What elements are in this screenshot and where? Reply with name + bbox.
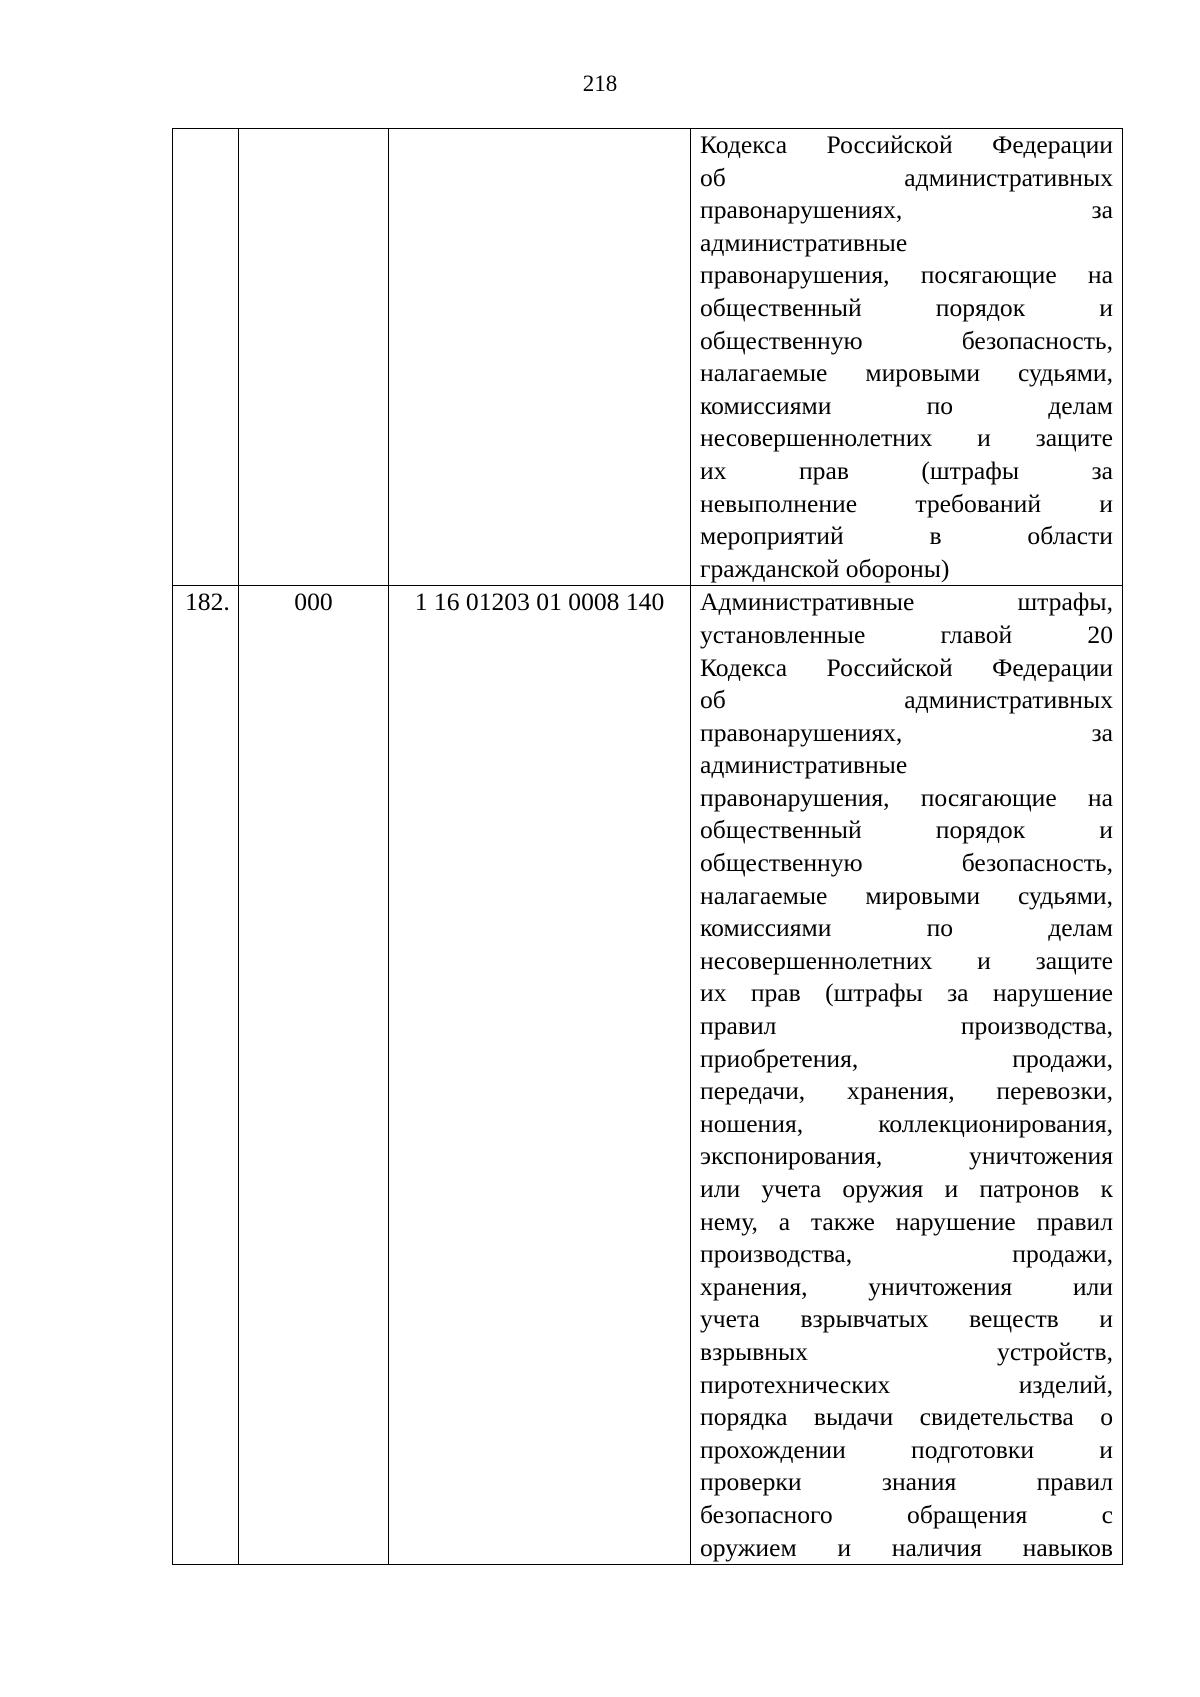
description-line: приобретения, продажи, bbox=[700, 1043, 1113, 1073]
page-number: 218 bbox=[582, 71, 618, 96]
description-line: Кодекса Российской Федерации bbox=[700, 130, 1113, 159]
description-cell bbox=[691, 129, 1123, 586]
description-line: учета взрывчатых веществ и bbox=[700, 1304, 1113, 1334]
description-line: экспонирования, уничтожения bbox=[700, 1141, 1113, 1171]
description-line: общественный порядок и bbox=[700, 292, 1113, 322]
row-number-cell: 182. bbox=[173, 586, 239, 1565]
kbk-code-cell bbox=[389, 129, 691, 586]
description-line: установленные главой 20 bbox=[700, 619, 1113, 649]
description-line: комиссиями по делам bbox=[700, 390, 1113, 420]
description-line: гражданской обороны) bbox=[700, 553, 950, 583]
description-line: Административные штрафы, bbox=[700, 587, 1113, 617]
description-line: несовершеннолетних и защите bbox=[700, 945, 1113, 975]
description-line: прохождении подготовки и bbox=[700, 1434, 1113, 1464]
description-line: общественный порядок и bbox=[700, 815, 1113, 845]
description-line: или учета оружия и патронов к bbox=[700, 1174, 1113, 1203]
description-line: налагаемые мировыми судьями, bbox=[700, 880, 1113, 910]
description-line: правонарушения, посягающие на bbox=[700, 782, 1113, 812]
description-line: несовершеннолетних и защите bbox=[700, 423, 1113, 453]
description-line: хранения, уничтожения или bbox=[700, 1271, 1113, 1301]
description-line: производства, продажи, bbox=[700, 1239, 1113, 1269]
description-line: передачи, хранения, перевозки, bbox=[700, 1076, 1113, 1106]
description-line: правил производства, bbox=[700, 1011, 1113, 1041]
description-line: комиссиями по делам bbox=[700, 913, 1113, 943]
description-line: оружием и наличия навыков bbox=[700, 1532, 1113, 1562]
description-line: их прав (штрафы за нарушение bbox=[700, 978, 1113, 1008]
admin-code-cell bbox=[239, 129, 389, 586]
description-line: их прав (штрафы за bbox=[700, 455, 1113, 485]
description-line: порядка выдачи свидетельства о bbox=[700, 1402, 1113, 1432]
kbk-code-cell: 1 16 01203 01 0008 140 bbox=[389, 586, 691, 1565]
admin-code-cell: 000 bbox=[239, 586, 389, 1565]
description-line: об административных bbox=[700, 162, 1113, 192]
table-row bbox=[173, 129, 1123, 586]
description-line: правонарушения, посягающие на bbox=[700, 260, 1113, 290]
description-line: общественную безопасность, bbox=[700, 848, 1113, 878]
description-line: общественную безопасность, bbox=[700, 325, 1113, 355]
description-line: ношения, коллекционирования, bbox=[700, 1108, 1113, 1138]
row-number-cell bbox=[173, 129, 239, 586]
description-line: безопасного обращения с bbox=[700, 1499, 1113, 1529]
description-line: пиротехнических изделий, bbox=[700, 1369, 1113, 1399]
description-line: административные bbox=[700, 227, 908, 257]
description-line: административные bbox=[700, 750, 908, 780]
description-line: мероприятий в области bbox=[700, 521, 1113, 551]
description-line: правонарушениях, за bbox=[700, 717, 1113, 747]
description-line: Кодекса Российской Федерации bbox=[700, 652, 1113, 682]
document-table bbox=[172, 128, 1123, 1565]
description-line: проверки знания правил bbox=[700, 1467, 1113, 1497]
description-line: нему, а также нарушение правил bbox=[700, 1206, 1113, 1236]
description-cell bbox=[691, 586, 1123, 1565]
description-line: об административных bbox=[700, 685, 1113, 715]
description-line: невыполнение требований и bbox=[700, 488, 1113, 518]
description-line: правонарушениях, за bbox=[700, 195, 1113, 225]
description-line: налагаемые мировыми судьями, bbox=[700, 358, 1113, 388]
description-line: взрывных устройств, bbox=[700, 1336, 1113, 1366]
table-row bbox=[173, 586, 1123, 1565]
